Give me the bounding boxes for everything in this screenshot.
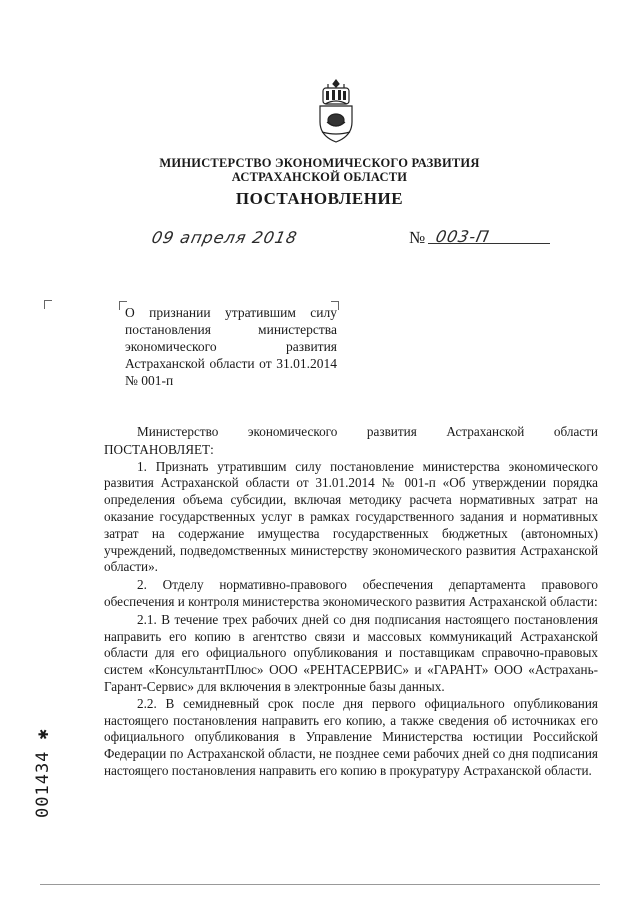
intro-paragraph: Министерство экономического развития Астраханской области — [137, 424, 598, 439]
bottom-divider — [40, 884, 600, 885]
paragraph-2-2: 2.2. В семидневный срок после дня первого официального опубликования настоящего постановления направить его копию, а также сведения об источниках его официального опубликования в Управление Министерства юстиции Российской Федерации по Астраханской области, не позднее семи рабочих дней со дня подписания настоящего постановления направить его копию в прокуратуру Астраханской области. — [104, 695, 598, 778]
paragraph-2-1: 2.1. В течение трех рабочих дней со дня подписания настоящего постановления направить его копию в агентство связи и массовых коммуникаций Астраханской области для его официального опубликования и поставщикам справочно-правовых систем «КонсультантПлюс» ООО «РЕНТАСЕРВИС» и «ГАРАНТ» ООО «Астрахань-Гарант-Сервис» для включения в электронные базы данных. — [104, 611, 598, 694]
document-type-title: ПОСТАНОВЛЕНИЕ — [235, 189, 404, 208]
serial-number-stamp: 001434 ✱ — [33, 728, 53, 818]
paragraph-2: 2. Отделу нормативно-правового обеспечения департамента правового обеспечения и контроля министерства экономического развития Астраханской области: — [104, 577, 598, 609]
document-subject: О признании утратившим силу постановления министерства экономического развития Астраханской области от 31.01.2014 № 001-п — [125, 305, 337, 388]
paragraph-1: 1. Признать утратившим силу постановление министерства экономического развития Астраханской области от 31.01.2014 № 001-п «Об утверждении порядка определения объема субсидии, включая методику расчета нормативных затрат на оказание государственных услуг в рамках государственного задания и нормативных затрат на содержание имущества государственных бюджетных (автономных) учреждений, подведомственных министерству экономического развития Астраханской области». — [104, 458, 598, 575]
ministry-name-line1: МИНИСТЕРСТВО ЭКОНОМИЧЕСКОГО РАЗВИТИЯ — [159, 156, 480, 170]
decree-word: ПОСТАНОВЛЯЕТ: — [104, 441, 214, 457]
corner-mark-left — [44, 300, 52, 309]
ministry-name-line2: АСТРАХАНСКОЙ ОБЛАСТИ — [231, 170, 408, 184]
document-body — [104, 424, 598, 780]
document-number: 003-П — [433, 227, 492, 246]
number-label: № — [409, 228, 426, 247]
coat-of-arms-icon — [314, 78, 358, 144]
document-date: 09 апреля 2018 — [149, 228, 300, 247]
